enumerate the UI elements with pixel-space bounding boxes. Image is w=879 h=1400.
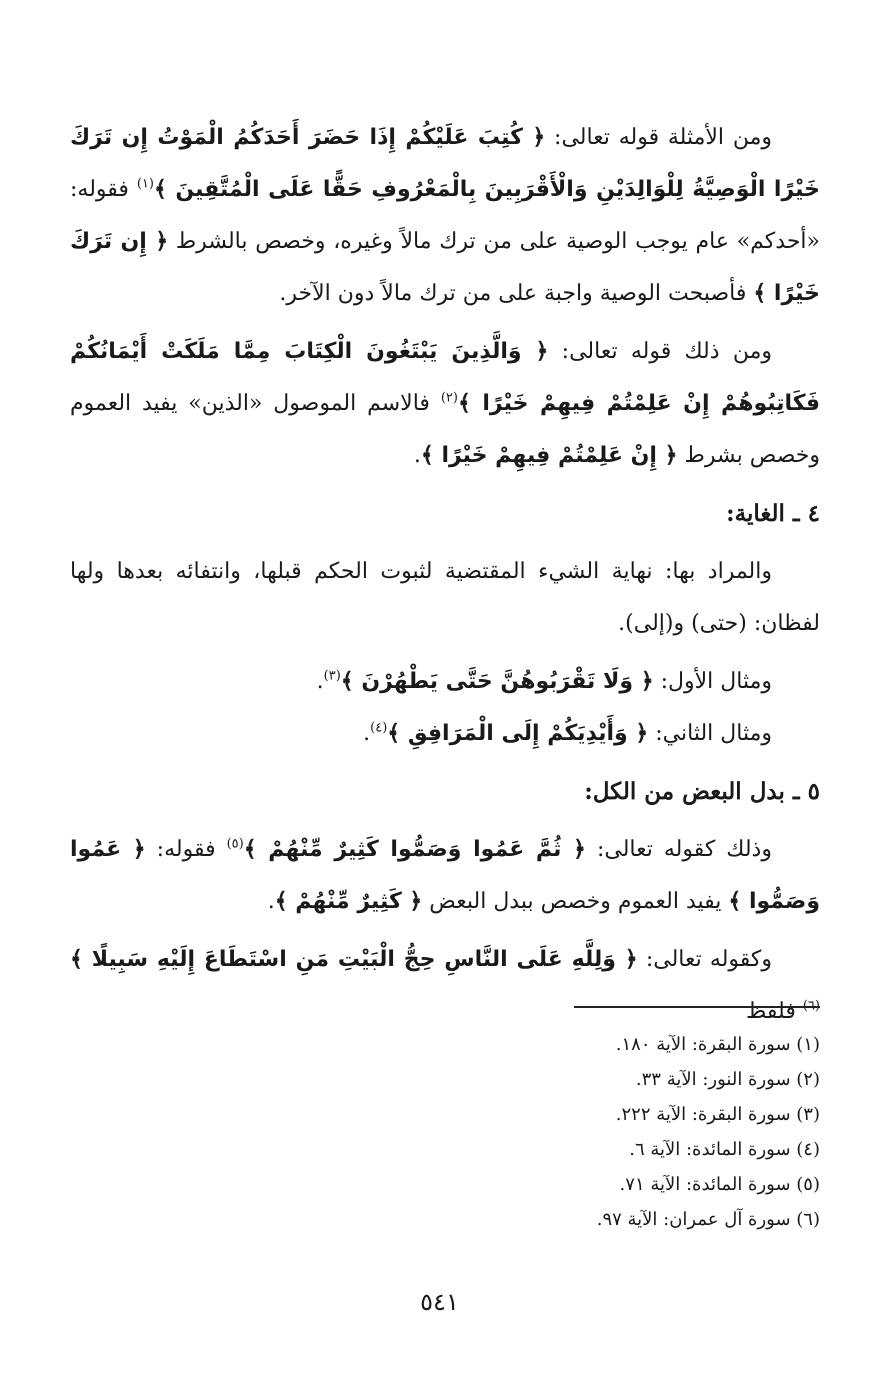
footnote-ref: (٢) [440, 390, 458, 406]
paragraph-lead: ومثال الثاني: [648, 721, 772, 746]
paragraph-text: فأصبحت الوصية واجبة على من ترك مالاً دون الآخر. [279, 281, 754, 306]
footnote-item: (٣) سورة البقرة: الآية ٢٢٢. [615, 1104, 820, 1125]
paragraph-text: . [413, 443, 421, 468]
paragraph-text: . [363, 721, 371, 746]
paragraph-text: . [316, 669, 324, 694]
paragraph-first-example [70, 656, 820, 708]
paragraph-text: فالاسم الموصول «الذين» يفيد العموم وخصص بشرط [70, 391, 820, 468]
quran-verse: ﴿ إِن تَرَكَ خَيْرًا ﴾ [70, 229, 820, 306]
paragraph-text: فقوله: «أحدكم» عام يوجب الوصية على من ترك مالاً وغيره، وخصص بالشرط [70, 177, 820, 254]
quran-verse: ﴿ كَثِيرٌ مِّنْهُمْ ﴾ [274, 889, 423, 914]
footnote-list [420, 1027, 820, 1237]
paragraph-goal-definition: والمراد بها: نهاية الشيء المقتضية لثبوت الحكم قبلها، وانتفائه بعدها ولها لفظان: (حتى) و(إلى). [70, 559, 820, 636]
footnote-ref: (١) [136, 176, 154, 192]
section-heading-goal: ٤ ـ الغاية: [726, 500, 820, 527]
paragraph-lead: وذلك كقوله تعالى: [585, 837, 772, 862]
footnote-separator [574, 1006, 820, 1008]
section-heading-partial-substitute: ٥ ـ بدل البعض من الكل: [584, 778, 820, 805]
footnote-ref: (٤) [370, 720, 388, 736]
quran-verse: ﴿ ثُمَّ عَمُوا وَصَمُّوا كَثِيرٌ مِّنْهُمْ ﴾ [243, 837, 586, 862]
footnote-item: (٢) سورة النور: الآية ٣٣. [635, 1069, 820, 1090]
paragraph-text: فلفظ [746, 999, 803, 1024]
paragraph-lead: وكقوله تعالى: [637, 947, 772, 972]
footnote-item: (٦) سورة آل عمران: الآية ٩٧. [596, 1209, 820, 1230]
page-body [70, 112, 820, 1044]
paragraph-pilgrimage-example [70, 934, 820, 1038]
paragraph-example-will [70, 112, 820, 320]
page-number: ٥٤١ [420, 1288, 459, 1316]
footnote-item: (١) سورة البقرة: الآية ١٨٠. [615, 1034, 820, 1055]
quran-verse: ﴿ وَالَّذِينَ يَبْتَغُونَ الْكِتَابَ مِمَّا مَلَكَتْ أَيْمَانُكُمْ فَكَاتِبُوهُمْ إِنْ عَلِمْتُمْ فِيهِمْ خَيْرًا ﴾ [70, 339, 821, 416]
footnote-ref: (٦) [802, 998, 820, 1014]
footnote-ref: (٥) [226, 836, 244, 852]
footnote-ref: (٣) [323, 668, 341, 684]
paragraph-lead: ومثال الأول: [653, 669, 772, 694]
quran-verse: ﴿ وَلِلَّهِ عَلَى النَّاسِ حِجُّ الْبَيْتِ مَنِ اسْتَطَاعَ إِلَيْهِ سَبِيلًا ﴾ [70, 947, 638, 972]
paragraph-lead: ومن الأمثلة قوله تعالى: [545, 125, 772, 150]
paragraph-lead: ومن ذلك قوله تعالى: [548, 339, 772, 364]
paragraph-text: . [267, 889, 275, 914]
quran-verse: ﴿ وَلَا تَقْرَبُوهُنَّ حَتَّى يَطْهُرْنَ ﴾ [340, 669, 654, 694]
quran-verse: ﴿ كُتِبَ عَلَيْكُمْ إِذَا حَضَرَ أَحَدَكُمُ الْمَوْتُ إِن تَرَكَ خَيْرًا الْوَصِيَّةُ لِلْوَالِدَيْنِ وَالْأَقْرَبِينَ بِالْمَعْرُوفِ حَقًّا عَلَى الْمُتَّقِينَ ﴾ [70, 125, 820, 202]
paragraph-second-example [70, 708, 820, 760]
quran-verse: ﴿ وَأَيْدِيَكُمْ إِلَى الْمَرَافِقِ ﴾ [387, 721, 649, 746]
paragraph-text: يفيد العموم وخصص ببدل البعض [422, 889, 729, 914]
quran-verse: ﴿ إِنْ عَلِمْتُمْ فِيهِمْ خَيْرًا ﴾ [420, 443, 678, 468]
paragraph-substitute-example [70, 824, 820, 928]
paragraph-text: فقوله: [145, 837, 227, 862]
paragraph-example-contract [70, 326, 820, 482]
footnote-item: (٤) سورة المائدة: الآية ٦. [629, 1139, 820, 1160]
footnote-item: (٥) سورة المائدة: الآية ٧١. [619, 1174, 820, 1195]
quran-verse: ﴿ عَمُوا وَصَمُّوا ﴾ [70, 837, 820, 914]
